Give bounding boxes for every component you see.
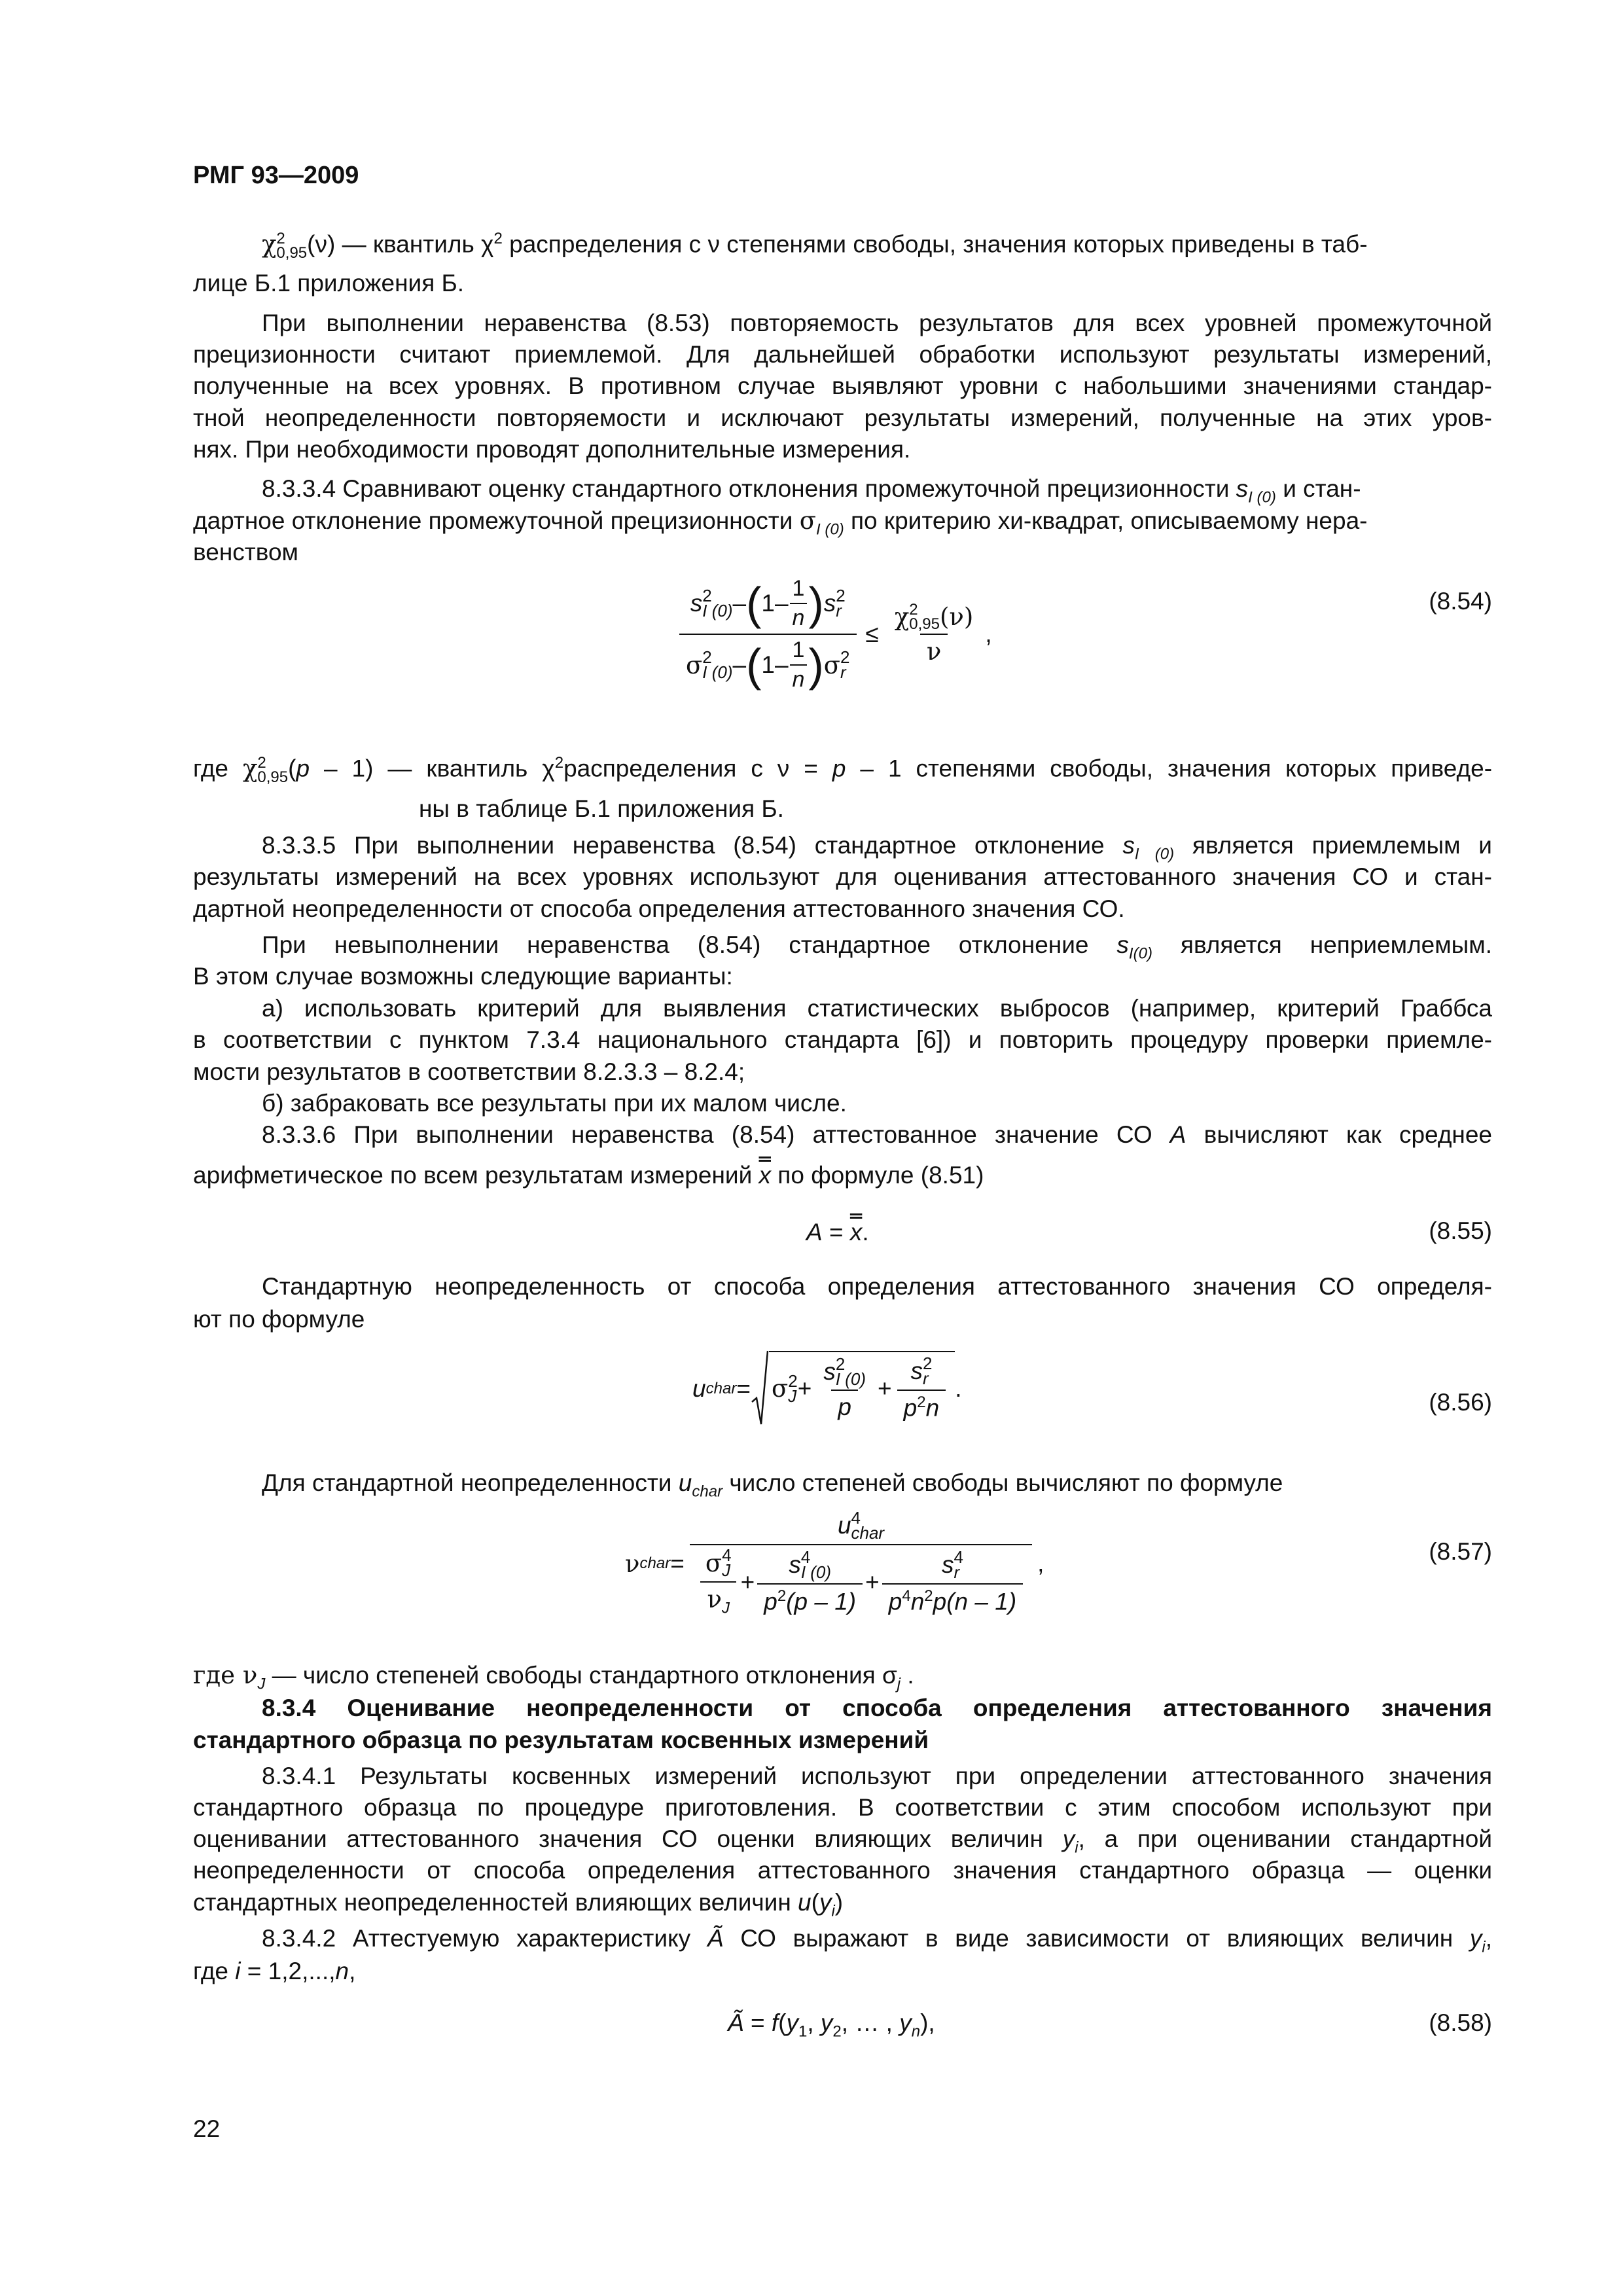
text-line: прецизионности считают приемлемой. Для дальнейшей обработки используют результаты измерений, — [193, 341, 1492, 368]
equation-number: (8.57) — [1429, 1538, 1492, 1565]
text-line: неопределенности от способа определения аттестованного значения стандартного образца — оценки — [193, 1857, 1492, 1884]
text-line: При невыполнении неравенства (8.54) стандартное отклонение $s_{I(0)}$ является неприемлемым. — [262, 931, 1492, 963]
text-line: 8.3.3.5 При выполнении неравенства (8.54) стандартное отклонение $s_{I (0)}$ является приемлемым и — [262, 832, 1492, 863]
text-line: тной неопределенности повторяемости и исключают результаты измерений, полученные на этих уров- — [193, 404, 1492, 431]
text-line: дартной неопределенности от способа определения аттестованного значения СО. — [193, 895, 1125, 922]
text-line: лице Б.1 приложения Б. — [193, 270, 465, 296]
equation-number: (8.55) — [1429, 1217, 1492, 1244]
text-line: венством — [193, 539, 298, 565]
text-line: 8.3.3.6 При выполнении неравенства (8.54) аттестованное значение СО A вычисляют как среднее — [262, 1121, 1492, 1148]
text-line: Для стандартной неопределенности $u_{char}$ число степеней свободы вычисляют по формуле — [262, 1469, 1283, 1501]
text-line: 8.3.4.2 Аттестуемую характеристику Ã СО выражают в виде зависимости от влияющих величин $y_i$, — [262, 1925, 1492, 1956]
page-number: 22 — [193, 2115, 221, 2142]
document-header: РМГ 93—2009 — [193, 162, 359, 189]
section-heading-8-3-4: 8.3.4 Оценивание неопределенности от способа определения аттестованного значения — [262, 1695, 1492, 1721]
text-line: нях. При необходимости проводят дополнительные измерения. — [193, 436, 911, 463]
text-line: где i = 1,2,...,n, — [193, 1958, 356, 1984]
text-line: мости результатов в соответствии 8.2.3.3 – 8.2.4; — [193, 1058, 745, 1085]
paragraph-chi-definition: χ 2 0,95 (ν) — квантиль $\chi^2$ распределения с ν степенями свободы, значения которых приведены в таб- — [262, 229, 1368, 262]
text-line: полученные на всех уровнях. В противном случае выявляют уровни с набольшими значениями стандар- — [193, 372, 1492, 399]
text-line: При выполнении неравенства (8.53) повторяемость результатов для всех уровней промежуточной — [262, 310, 1492, 336]
text-line: 8.3.4.1 Результаты косвенных измерений используют при определении аттестованного значения — [262, 1763, 1492, 1789]
equation-8-55: A = x. — [806, 1219, 869, 1246]
text-line: б) забраковать все результаты при их малом числе. — [262, 1090, 847, 1117]
equation-8-54: s 2 I (0) – ( 1 – $\frac{1}{n}$ ) s 2 r σ 2 I (0) – ( 1 – $\frac{1}{n}$ ) σ 2 r ≤ χ 2 0,95 (ν) ν , — [674, 576, 992, 692]
equation-8-58: Ã = $f(y_1$, $y_2$, … , $y_n$), — [728, 2009, 935, 2041]
text-line: Стандартную неопределенность от способа определения аттестованного значения СО определя- — [262, 1273, 1492, 1300]
equation-number: (8.58) — [1429, 2009, 1492, 2036]
text-line: оценивании аттестованного значения СО оценки влияющих величин $y_i$, а при оценивании стандартной — [193, 1825, 1492, 1857]
text-line: результаты измерений на всех уровнях используют для оценивания аттестованного значения СО и стан- — [193, 863, 1492, 890]
text-line: а) использовать критерий для выявления статистических выбросов (например, критерий Граббса — [262, 995, 1492, 1022]
equation-number: (8.56) — [1429, 1389, 1492, 1416]
text-line: В этом случае возможны следующие варианты: — [193, 963, 733, 990]
text-line: где $\nu_J$ — число степеней свободы стандартного отклонения $\sigma_j$ . — [193, 1661, 914, 1693]
text-line: арифметическое по всем результатам измерений x по формуле (8.51) — [193, 1162, 984, 1189]
text-line: где χ 2 0,95 (p – 1) — квантиль $\chi^2распределения$ с ν = p – 1 степенями свободы, значения которых приведе- — [193, 753, 1493, 786]
equation-number: (8.54) — [1429, 588, 1492, 615]
equation-8-57: ν char = u 4 char σ 4 J $\nu_J$ + s 4 I (0) $p^2(p - 1)$ + s 4 r $p^4n^2p(n - 1)$ , — [625, 1508, 1044, 1617]
text-line: ют по формуле — [193, 1306, 365, 1333]
text-line: дартное отклонение промежуточной прецизионности $\sigma_{I (0)}$ по критерию хи-квадрат, описываемому нера- — [193, 507, 1368, 539]
text-line: стандартных неопределенностей влияющих величин $u(y_i)$ — [193, 1889, 844, 1920]
text-line: 8.3.3.4 Сравнивают оценку стандартного отклонения промежуточной прецизионности $s_{I (0)}$ и стан- — [262, 475, 1361, 507]
equation-8-56: u char = σ 2 J + s 2 I (0) p + s 2 r $p^2n$ . — [692, 1350, 961, 1428]
section-heading-8-3-4-cont: стандартного образца по результатам косвенных измерений — [193, 1727, 929, 1753]
text-line: ны в таблице Б.1 приложения Б. — [419, 795, 784, 822]
text-line: в соответствии с пунктом 7.3.4 национального стандарта [6]) и повторить процедуру проверки приемле- — [193, 1026, 1492, 1053]
sqrt-sign — [751, 1350, 769, 1428]
text-line: стандартного образца по процедуре приготовления. В соответствии с этим способом используют при — [193, 1794, 1492, 1821]
